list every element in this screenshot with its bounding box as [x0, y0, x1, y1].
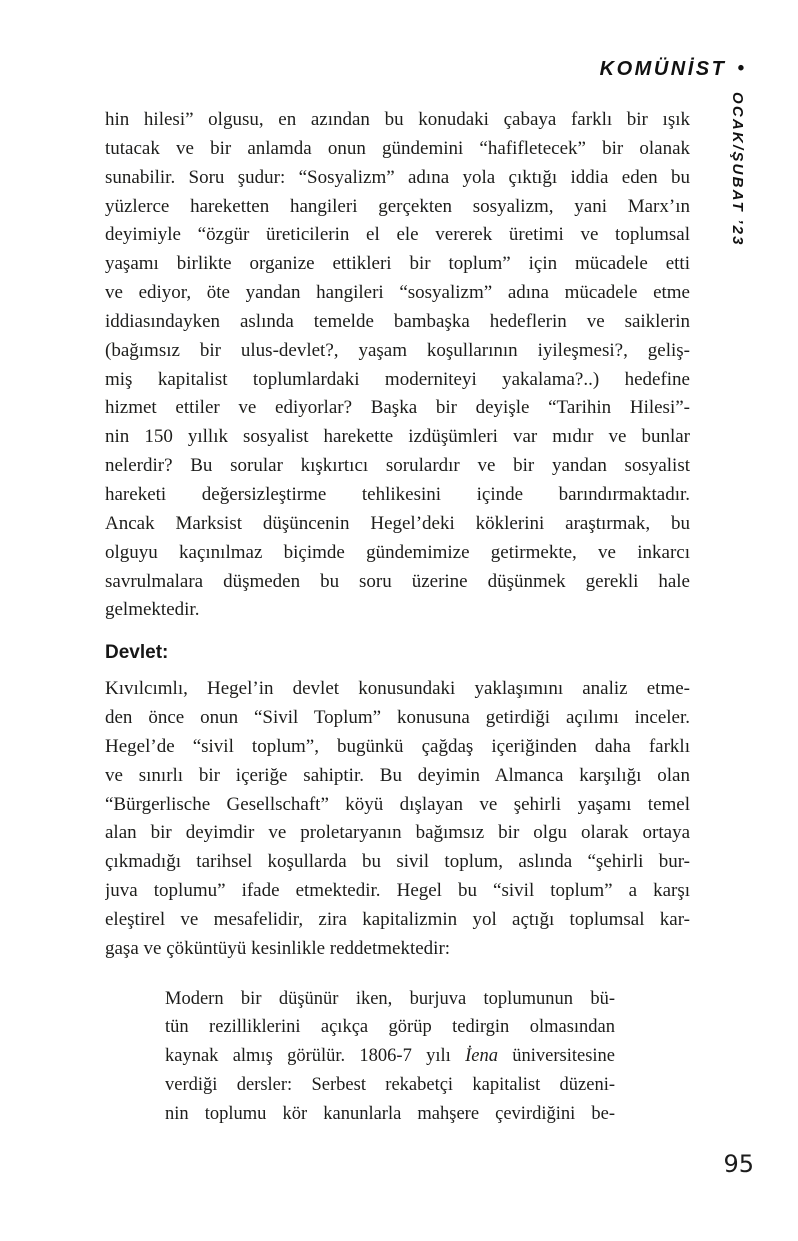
- book-title-iena: İena: [465, 1046, 498, 1067]
- text-line: hizmet ettiler ve ediyorlar? Başka bir deyişle “Tarihin Hilesi”-: [105, 397, 690, 419]
- text-line: gelmektedir.: [105, 599, 200, 621]
- text-line: nin 150 yıllık sosyalist harekette izdüşümleri var mıdır ve bunlar: [105, 426, 690, 448]
- text-line: (bağımsız bir ulus-devlet?, yaşam koşullarının iyileşmesi?, geliş-: [105, 339, 690, 361]
- text-line: “Bürgerlische Gesellschaft” köyü dışlayan ve şehirli yaşamı temel: [105, 793, 690, 815]
- text-line: Modern bir düşünür iken, burjuva toplumunun bü-: [165, 988, 615, 1009]
- text-line: alan bir deyimdir ve proletaryanın bağımsız bir olgu olarak ortaya: [105, 822, 690, 844]
- page-header: [600, 58, 744, 81]
- text-line: deyimiyle “özgür üreticilerin el ele vererek üretimi ve toplumsal: [105, 224, 690, 246]
- text-line: tün rezilliklerini açıkça görüp tedirgin olmasından: [165, 1017, 615, 1038]
- text-line: hin hilesi” olgusu, en azından bu konudaki çabaya farklı bir ışık: [105, 109, 690, 130]
- paragraph-tarihin-hilesi: [105, 106, 690, 625]
- text-line: nin toplumu kör kanunlarla mahşere çevirdiğini be-: [165, 1104, 615, 1124]
- bullet-icon: •: [737, 57, 744, 79]
- text-line: tutacak ve bir anlamda onun gündemini “hafifletecek” bir olanak: [105, 137, 690, 159]
- text-line: gaşa ve çöküntüyü kesinlikle reddetmektedir:: [105, 937, 451, 959]
- text-line: hareketi değersizleştirme tehlikesini içinde barındırmaktadır.: [105, 483, 690, 505]
- text-line: miş kapitalist toplumlardaki moderniteyi yakalama?..) hedefine: [105, 368, 690, 390]
- journal-title: KOMÜNİST: [599, 58, 727, 80]
- text-line: verdiği dersler: Serbest rekabetçi kapitalist düzeni-: [165, 1075, 615, 1096]
- text-line: iddiasındayken aslında temelde bambaşka hedeflerin ve saiklerin: [105, 310, 690, 332]
- text-line: savrulmalara düşmeden bu soru üzerine düşünmek gerekli hale: [105, 570, 690, 592]
- issue-date-vertical: OCAK/ŞUBAT ’23: [729, 92, 746, 247]
- text-line: Ancak Marksist düşüncenin Hegel’deki köklerini araştırmak, bu: [105, 512, 690, 534]
- quote-line3-pre: kaynak almış görülür. 1806-7 yılı: [165, 1046, 466, 1067]
- text-line: juva toplumu” ifade etmektedir. Hegel bu “sivil toplum” a karşı: [105, 880, 690, 902]
- text-line: olguyu kaçınılmaz biçimde gündemimize getirmekte, ve inkarcı: [105, 541, 690, 563]
- text-line: den önce onun “Sivil Toplum” konusuna getirdiği açılımı inceler.: [105, 707, 690, 729]
- text-line: eleştirel ve mesafelidir, zira kapitalizmin yol açtığı toplumsal kar-: [105, 908, 690, 930]
- section-heading-devlet: Devlet:: [105, 642, 169, 664]
- text-line: ve sınırlı bir içeriğe sahiptir. Bu deyimin Almanca karşılığı olan: [105, 764, 690, 786]
- quote-line3-post: üniversitesine: [497, 1046, 615, 1067]
- article-body: [105, 106, 690, 1129]
- hegel-quote-block: [165, 985, 615, 1129]
- text-line: yaşamı birlikte organize ettikleri bir toplum” için mücadele etti: [105, 253, 690, 275]
- page-number: 95: [723, 1150, 754, 1178]
- text-line: [165, 1042, 615, 1071]
- text-line: çıkmadığı tarihsel koşullarda bu sivil toplum, aslında “şehirli bur-: [105, 851, 690, 873]
- text-line: Hegel’de “sivil toplum”, bugünkü çağdaş içeriğinden daha farklı: [105, 735, 690, 757]
- text-line: yüzlerce hareketten hangileri gerçekten sosyalizm, yani Marx’ın: [105, 195, 690, 217]
- text-line: Kıvılcımlı, Hegel’in devlet konusundaki yaklaşımını analiz etme-: [105, 678, 690, 700]
- text-line: nelerdir? Bu sorular kışkırtıcı sorulardır ve bir yandan sosyalist: [105, 455, 690, 477]
- text-line: sunabilir. Soru şudur: “Sosyalizm” adına yola çıktığı iddia eden bu: [105, 166, 690, 188]
- paragraph-sivil-toplum: [105, 675, 690, 963]
- text-line: ve ediyor, öte yandan hangileri “sosyalizm” adına mücadele etme: [105, 282, 690, 304]
